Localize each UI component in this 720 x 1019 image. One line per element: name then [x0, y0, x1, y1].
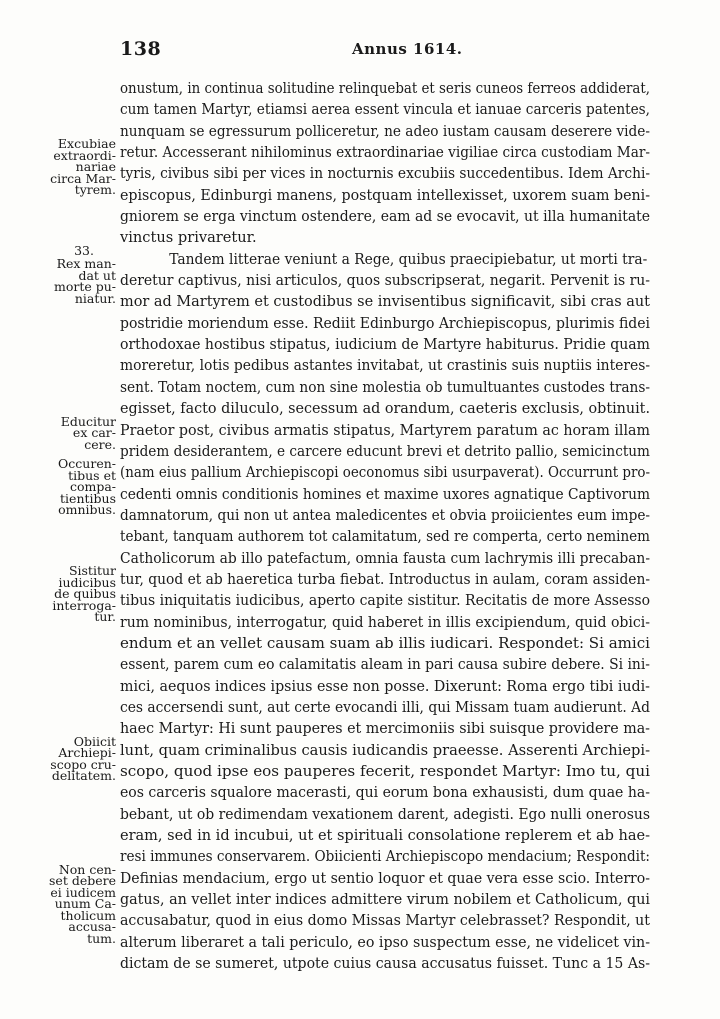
text-line: onustum, in continua solitudine relinquebat et seris cuneos ferreos addiderat, [120, 80, 650, 97]
text-line: (nam eius pallium Archiepiscopi oeconomus sibi usurpaverat). Occurrunt pro- [120, 464, 651, 482]
text-line: nunquam se egressurum polliceretur, ne adeo iustam causam deserere vide- [120, 122, 650, 140]
side-note-line: Excubiae [57, 136, 116, 152]
side-note-line: accusa- [68, 919, 116, 935]
text-line: rum nominibus, interrogatur, quid haberet in illis excipiendum, quid obici- [120, 613, 650, 631]
side-note-line: nariae [75, 159, 116, 175]
side-note [0, 458, 116, 516]
text-line: sent. Totam noctem, cum non sine molestia ob tumultuantes custodes trans- [120, 378, 651, 396]
side-note-line: interroga- [52, 597, 116, 613]
text-line: pridem desiderantem, e carcere educunt brevi et detrito pallio, semicinctum [120, 442, 650, 460]
side-note [0, 242, 116, 306]
text-line: moreretur, lotis pedibus astantes invitabat, ut crastinis suis nuptiis interes- [120, 357, 651, 375]
text-line: Praetor post, civibus armatis stipatus, Martyrem paratum ac horam illam [120, 421, 651, 439]
text-line: bebant, ut ob redimendam vexationem darent, adegisti. Ego nulli onerosus [120, 805, 650, 823]
side-note-line: Sistitur [68, 563, 116, 579]
text-line: episcopus, Edinburgi manens, postquam intellexisset, uxorem suam beni- [120, 186, 650, 204]
side-note-line: tur. [94, 609, 116, 625]
text-line: mici, aequos indices ipsius esse non posse. Dixerunt: Roma ergo tibi iudi- [120, 677, 650, 695]
text-line: gniorem se erga vinctum ostendere, eam ad se evocavit, ut illa humanitate [120, 208, 651, 226]
text-line: tur, quod et ab haeretica turba fiebat. Introductus in aulam, coram assiden- [120, 570, 651, 588]
text-line: tibus iniquitatis iudicibus, aperto capite sistitur. Recitatis de more Assesso [120, 592, 651, 610]
side-note [0, 138, 116, 196]
text-line: postridie moriendum esse. Rediit Edinburgo Archiepiscopus, plurimis fidei [120, 314, 651, 332]
text-line: orthodoxae hostibus stipatus, iudicium de Martyre habiturus. Pridie quam [120, 336, 651, 354]
side-note-line: de quibus [54, 586, 116, 602]
side-note-line: set debere [49, 873, 116, 889]
side-note-line: unum Ca- [54, 896, 116, 912]
side-note [0, 565, 116, 623]
section-number: 33. [74, 242, 94, 258]
text-line: Tandem litterae veniunt a Rege, quibus praecipiebatur, ut morti tra- [169, 250, 648, 268]
text-line: deretur captivus, nisi articulos, quos subscripserat, negarit. Pervenit is ru- [120, 272, 650, 290]
side-note-line: tholicum [60, 907, 116, 923]
text-line: accusabatur, quod in eius domo Missas Martyr celebrasset? Respondit, ut [120, 912, 650, 930]
text-line: eram, sed in id incubui, ut et spirituali consolatione replerem et ab hae- [120, 827, 651, 845]
text-line: cum tamen Martyr, etiamsi aerea essent vincula et ianuae carceris patentes, [120, 101, 651, 119]
side-note-line: niatur. [74, 290, 116, 306]
text-line: egisset, facto diluculo, secessum ad orandum, caeteris exclusis, obtinuit. [120, 400, 650, 418]
side-note-line: circa Mar- [50, 170, 116, 186]
text-line: scopo, quod ipse eos pauperes fecerit, respondet Martyr: Imo tu, qui [120, 763, 650, 780]
side-note-line: Educitur [60, 413, 116, 429]
text-line: dictam de se sumeret, utpote cuius causa accusatus fuisset. Tunc a 15 As- [120, 955, 651, 973]
side-note-line: delitatem. [51, 768, 116, 784]
side-note-line: scopo cru- [50, 756, 116, 772]
text-line: retur. Accesserant nihilominus extraordinariae vigiliae circa custodiam Mar- [120, 144, 650, 162]
side-note-line: omnibus. [58, 502, 116, 518]
side-note-line: Archiepi- [58, 745, 116, 761]
page-header [0, 38, 720, 62]
side-note-line: ex car- [72, 425, 116, 441]
side-note-line: extraordi- [53, 147, 116, 163]
text-line: ces accersendi sunt, aut certe evocandi illi, qui Missam tuam audierunt. Ad [120, 698, 651, 716]
text-line: lunt, quam criminalibus causis iudicandis praeesse. Asserenti Archiepi- [120, 741, 651, 759]
side-note-line: tum. [87, 930, 116, 946]
text-line: alterum liberaret a tali periculo, eo ipso suspectum esse, ne videlicet vin- [120, 933, 651, 951]
side-note-line: morte pu- [53, 279, 116, 295]
side-note [0, 861, 116, 946]
text-line: essent, parem cum eo calamitatis aleam in pari causa subire debere. Si ini- [120, 656, 650, 674]
text-line: tyris, civibus sibi per vices in nocturnis excubiis succedentibus. Idem Archi- [120, 165, 651, 183]
text-line: endum et an vellet causam suam ab illis iudicari. Respondet: Si amici [120, 634, 650, 652]
side-note-line: ei iudicem [50, 884, 116, 900]
main-text [120, 78, 650, 974]
side-note-line: tyrem. [74, 182, 116, 198]
text-line: Definias mendacium, ergo ut sentio loquor et quae vera esse scio. Interro- [120, 869, 651, 887]
side-note-line: tientibus [60, 490, 116, 506]
text-line: cedenti omnis conditionis homines et maxime uxores agnatique Captivorum [120, 485, 650, 503]
side-note [0, 733, 116, 784]
text-line: damnatorum, qui non ut antea maledicentes et obvia proiicientes eum impe- [120, 506, 651, 524]
running-head: Annus 1614. [352, 40, 463, 58]
text-line: resi immunes conservarem. Obiicienti Archiepiscopo mendacium; Respondit: [120, 848, 650, 866]
text-line: eos carceris squalore macerasti, qui eorum bona exhausisti, dum quae ha- [120, 784, 650, 802]
side-note-line: Obiicit [73, 733, 116, 749]
side-note-line: tibus et [68, 467, 116, 483]
side-note-line: compa- [69, 479, 116, 495]
side-note-line: Occuren- [58, 456, 116, 472]
side-note-line: Non cen- [58, 861, 116, 877]
text-line: mor ad Martyrem et custodibus se invisentibus significavit, sibi cras aut [120, 293, 650, 311]
side-note-line: dat ut [78, 267, 116, 283]
text-line: tebant, tanquam authorem tot calamitatum, sed re comperta, certo neminem [120, 528, 651, 546]
page-number: 138 [120, 38, 162, 60]
text-line: vinctus privaretur. [120, 229, 257, 247]
side-note-line: Rex man- [56, 256, 116, 272]
side-note [0, 413, 116, 452]
text-line: gatus, an vellet inter indices admittere virum nobilem et Catholicum, qui [120, 891, 651, 909]
side-note-line: iudicibus [58, 574, 116, 590]
text-line: haec Martyr: Hi sunt pauperes et mercimoniis sibi suisque providere ma- [120, 720, 650, 738]
side-note-line: cere. [84, 436, 116, 452]
text-line: Catholicorum ab illo patefactum, omnia fausta cum lachrymis illi precaban- [120, 549, 650, 567]
